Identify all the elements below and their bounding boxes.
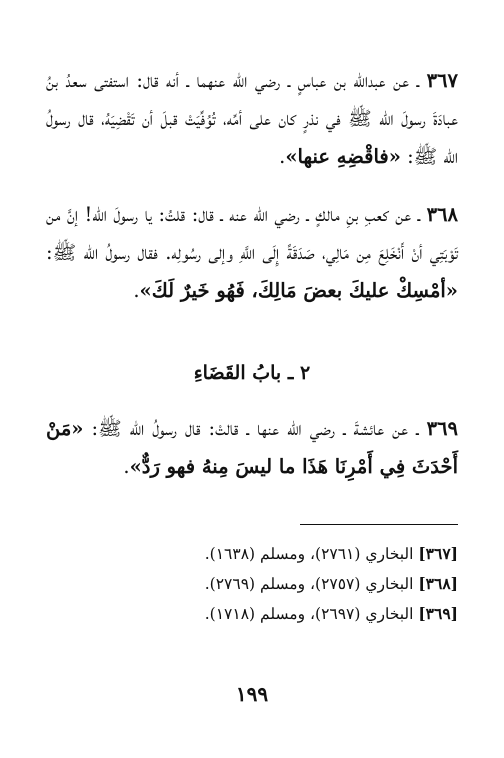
footnote-ref: [٣٦٨]: [418, 574, 458, 593]
hadith-end: .: [123, 455, 130, 478]
footnote-368: [46, 569, 458, 599]
hadith-text: ـ عن عائشةَ ـ رضي الله عنها ـ قالتْ: قال رسولُ الله ﷺ:: [83, 417, 427, 440]
hadith-end: .: [279, 145, 286, 168]
prophetic-quote: «مَنْ أَحْدَثَ فِي أَمْرِنَا هَذَا ما ليسَ مِنهُ فهو رَدٌّ»: [46, 417, 458, 478]
footnote-separator: [300, 524, 458, 525]
hadith-text: ـ عن عبدالله بن عباسٍ ـ رضي الله عنهما ـ أنه قال: استفتى سعدُ بنُ عبادَةَ رسولَ الله ﷺ في نذرٍ كان على أمِّه، تُوُفِّيَتْ قبلَ أن تَقْضِيَهُ، قال رسولُ الله ﷺ:: [46, 69, 458, 168]
footnote-text: البخاري (٢٧٥٧)، ومسلم (٢٧٦٩).: [204, 575, 419, 593]
hadith-368: [46, 196, 458, 310]
footnote-ref: [٣٦٧]: [418, 544, 458, 563]
footnote-text: البخاري (٢٧٦١)، ومسلم (١٦٣٨).: [204, 545, 419, 563]
hadith-text: ـ عن كعبِ بنِ مالكٍ ـ رضي الله عنه ـ قال: قلتُ: يا رسولَ الله! إنَّ من تَوْبَتِي أنْ أَنْخَلِعَ مِن مَالِي، صَدَقَةً إِلَى اللَّهِ وإلى رسُولِه. فقال رسولُ الله ﷺ:: [46, 203, 458, 264]
hadith-end: .: [133, 279, 140, 302]
hadith-number: ٣٦٧: [426, 69, 458, 92]
hadith-369: [46, 410, 458, 486]
footnote-ref: [٣٦٩]: [418, 604, 458, 623]
hadith-367: [46, 62, 458, 176]
chapter-heading: ٢ ـ بابُ القَضَاءِ: [193, 362, 311, 384]
footnote-367: [46, 539, 458, 569]
footnote-369: [46, 599, 458, 629]
hadith-number: ٣٦٩: [426, 417, 458, 440]
prophetic-quote: «أمْسِكْ عليكَ بعضَ مَالِكَ، فَهُو خَيرٌ لَكَ»: [139, 279, 458, 302]
page-number: ١٩٩: [235, 682, 269, 706]
prophetic-quote: «فاقْضِهِ عنها»: [285, 145, 401, 168]
footnote-text: البخاري (٢٦٩٧)، ومسلم (١٧١٨).: [204, 605, 419, 623]
hadith-number: ٣٦٨: [426, 203, 458, 226]
